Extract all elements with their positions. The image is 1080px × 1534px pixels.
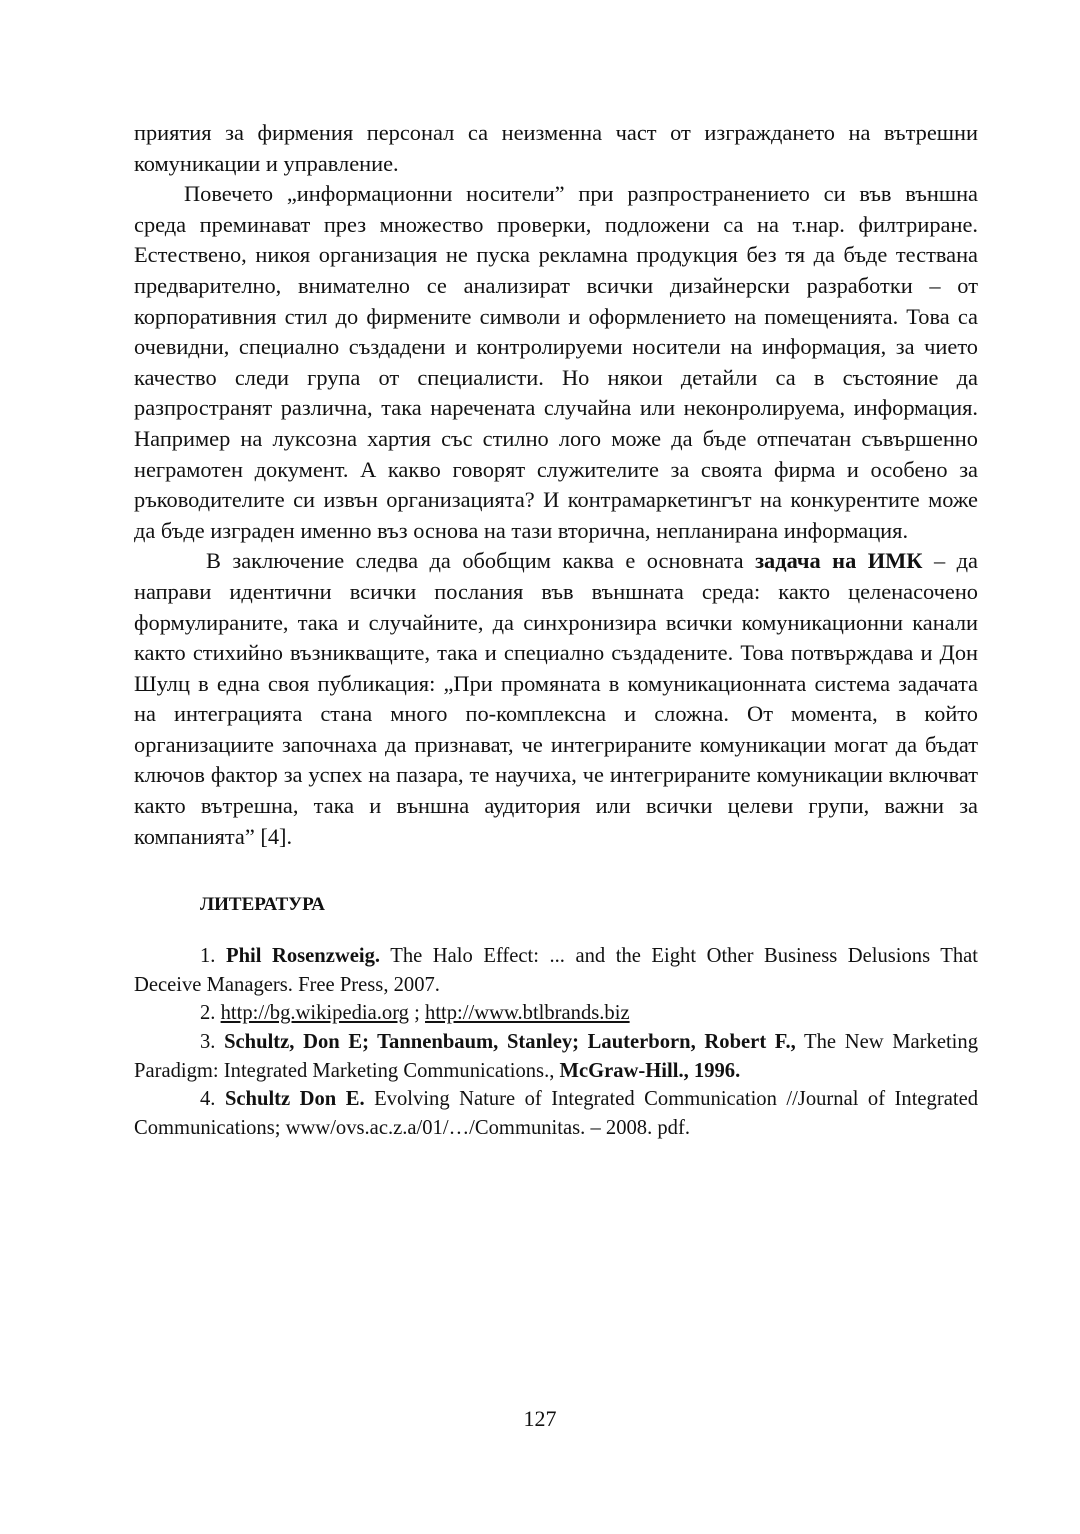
reference-number: 2. — [200, 1002, 221, 1025]
document-page — [134, 118, 978, 1142]
reference-number: 1. — [200, 945, 226, 968]
btlbrands-link[interactable]: http://www.btlbrands.biz — [425, 1002, 630, 1025]
reference-number: 3. — [200, 1031, 225, 1054]
paragraph-3-start: В заключение следва да обобщим каква е основната — [206, 548, 756, 574]
reference-item-2 — [134, 999, 978, 1028]
paragraph-3-end: – да направи идентични всички послания във външната среда: както целенасочено формулираните, така и случайните, да синхронизира всички комуникационни канали както стихийно възникващите, така и специално създадените. Това потвърждава и Дон Шулц в една своя публикация: „При промяната в комуникационната система задачата на интеграцията стана много по-комплексна и сложна. От момента, в който организациите започнаха да признават, че интегрираните комуникации могат да бъдат ключов фактор за успех на пазара, те научиха, че интегрираните комуникации включват както вътрешна, така и външна аудитория или всички целеви групи, важни за компанията” [4]. — [134, 548, 978, 849]
paragraph-3-bold: задача на ИМК — [755, 548, 923, 574]
reference-publisher: McGraw-Hill., 1996. — [559, 1059, 741, 1082]
reference-text: Evolving Nature of Integrated Communication //Journal of Integrated Communications; www/ovs.ac.z.a/01/…/Communitas. – 2008. pdf. — [134, 1088, 979, 1139]
reference-author: Schultz, Don E; Tannenbaum, Stanley; Lauterborn, Robert F., — [224, 1031, 796, 1054]
page-number: 127 — [523, 1406, 557, 1431]
wikipedia-link[interactable]: http://bg.wikipedia.org — [220, 1002, 409, 1025]
reference-item-3 — [134, 1028, 978, 1085]
reference-number: 4. — [200, 1088, 225, 1111]
literature-heading: ЛИТЕРАТУРА — [200, 894, 326, 916]
reference-separator: ; — [408, 1002, 426, 1025]
reference-item-1 — [134, 942, 978, 999]
reference-text: The Halo Effect: ... and the Eight Other Business Delusions That Deceive Managers. Free Press, 2007. — [134, 945, 979, 996]
reference-item-4 — [134, 1085, 978, 1142]
reference-list — [134, 942, 978, 1142]
paragraph-3 — [134, 546, 978, 852]
body-text — [134, 118, 978, 852]
reference-author: Phil Rosenzweig. — [225, 945, 381, 968]
paragraph-2: Повечето „информационни носители” при разпространението си във външна среда преминават през множество проверки, подложени са на т.нар. филтриране. Естествено, никоя организация не пуска рекламна продукция без тя да бъде тествана предварително, внимателно се анализират всички дизайнерски разработки – от корпоративния стил до фирмените символи и оформлението на помещенията. Това са очевидни, специално създадени и контролируеми носители на информация, за чието качество следи група от специалисти. Но някои детайли са в състояние да разпространят различна, така наречената случайна или неконролируема, информация. Например на луксозна хартия със стилно лого може да бъде отпечатан съвършенно неграмотен документ. А какво говорят служителите за своята фирма и особено за ръководителите си извън организацията? И контрамаркетингът на конкурентите може да бъде изграден именно въз основа на тази вторична, непланирана информация. — [134, 181, 978, 543]
reference-text: The New Marketing Paradigm: Integrated Marketing Communications., — [134, 1031, 979, 1082]
paragraph-1: приятия за фирмения персонал са неизменна част от изграждането на вътрешни комуникации и управление. — [134, 120, 978, 176]
reference-author: Schultz Don E. — [224, 1088, 365, 1111]
